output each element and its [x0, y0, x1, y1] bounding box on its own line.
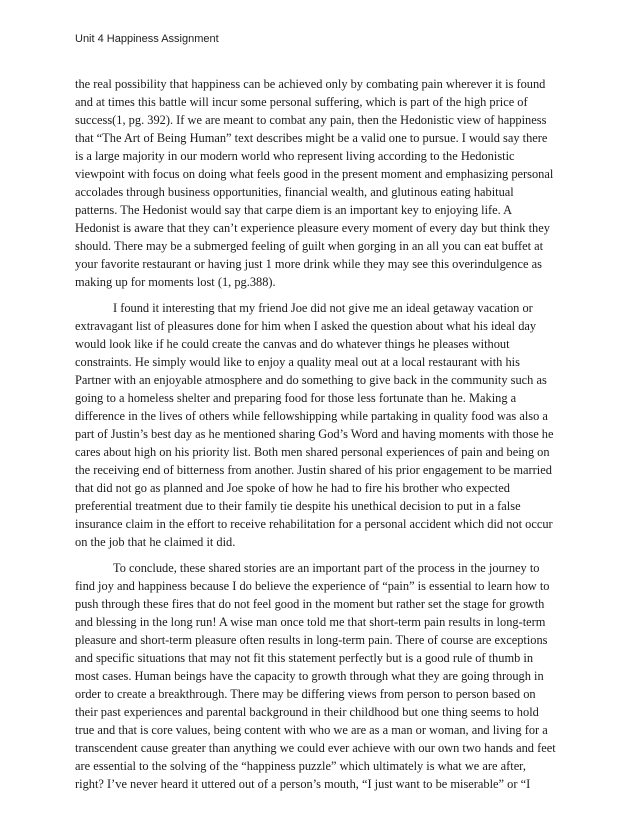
text-line: push through these fires that do not feel good in the moment but rather set the stage for growth	[75, 597, 545, 611]
text-line: the receiving end of bitterness from another. Justin shared of his prior engagement to be married	[75, 463, 552, 477]
text-line: the real possibility that happiness can be achieved only by combating pain wherever it is found	[75, 77, 546, 91]
text-line: would look like if he could create the canvas and do whatever things he pleases without	[75, 337, 510, 351]
text-line: viewpoint with focus on doing what feels good in the present moment and emphasizing personal	[75, 167, 554, 181]
text-line: most cases. Human beings have the capacity to growth through what they are going through in	[75, 669, 544, 683]
page-header: Unit 4 Happiness Assignment	[75, 33, 219, 45]
text-line: are essential to the solving of the “happiness puzzle” which ultimately is what we are after,	[75, 759, 526, 773]
text-line: their past experiences and parental background in their childhood but one thing seems to hold	[75, 705, 539, 719]
text-line: pleasure and short-term pleasure often results in long-term pain. There of course are exceptions	[75, 633, 548, 647]
text-line: order to create a breakthrough. There may be differing views from person to person based on	[75, 687, 536, 701]
text-line: and at times this battle will incur some personal suffering, which is part of the high price of	[75, 95, 528, 109]
text-line: that “The Art of Being Human” text describes might be a valid one to pursue. I would say there	[75, 131, 548, 145]
text-line: Hedonist is aware that they can’t experience pleasure every moment of every day but think they	[75, 221, 550, 235]
text-line: right? I’ve never heard it uttered out of a person’s mouth, “I just want to be miserable” or “I	[75, 777, 531, 791]
text-line: accolades through business opportunities, financial wealth, and glutinous eating habitual	[75, 185, 514, 199]
text-line: success(1, pg. 392). If we are meant to combat any pain, then the Hedonistic view of happiness	[75, 113, 547, 127]
text-line: constraints. He simply would like to enjoy a quality meal out at a local restaurant with his	[75, 355, 520, 369]
text-line: cares about high on his priority list. Both men shared personal experiences of pain and being on	[75, 445, 550, 459]
text-line: insurance claim in the effort to receive rehabilitation for a personal accident which did not occur	[75, 517, 553, 531]
text-line: your favorite restaurant or having just 1 more drink while they may see this overindulgence as	[75, 257, 542, 271]
text-line: going to a homeless shelter and preparing food for those less fortunate than he. Making a	[75, 391, 517, 405]
text-line: I found it interesting that my friend Joe did not give me an ideal getaway vacation or	[113, 301, 533, 315]
text-line: should. There may be a submerged feeling of guilt when gorging in an all you can eat buffet at	[75, 239, 544, 253]
text-line: patterns. The Hedonist would say that carpe diem is an important key to enjoying life. A	[75, 203, 513, 217]
text-line: find joy and happiness because I do believe the experience of “pain” is essential to learn how to	[75, 579, 550, 593]
text-line: difference in the lives of others while fellowshipping while partaking in quality food was also a	[75, 409, 548, 423]
text-line: making up for moments lost (1, pg.388).	[75, 275, 276, 289]
text-line: is a large majority in our modern world who represent living according to the Hedonistic	[75, 149, 515, 163]
text-line: true and that is core values, being content with who we are as a man or woman, and living for a	[75, 723, 548, 737]
text-line: that did not go as planned and Joe spoke of how he had to fire his brother who expected	[75, 481, 510, 495]
text-line: extravagant list of pleasures done for him when I asked the question about what his ideal day	[75, 319, 537, 333]
text-line: preferential treatment due to their family tie despite his unethical decision to put in a false	[75, 499, 521, 513]
text-line: part of Justin’s best day as he mentioned sharing God’s Word and having moments with those he	[75, 427, 554, 441]
text-line: and blessing in the long run! A wise man once told me that short-term pain results in long-term	[75, 615, 546, 629]
text-line: Partner with an enjoyable atmosphere and do something to give back in the community such as	[75, 373, 547, 387]
text-line: on the job that he claimed it did.	[75, 535, 236, 549]
text-line: To conclude, these shared stories are an important part of the process in the journey to	[113, 561, 540, 575]
text-line: and specific situations that may not fit this statement perfectly but is a good rule of thumb in	[75, 651, 534, 665]
text-line: transcendent cause greater than anything we could ever achieve with our own two hands and feet	[75, 741, 556, 755]
